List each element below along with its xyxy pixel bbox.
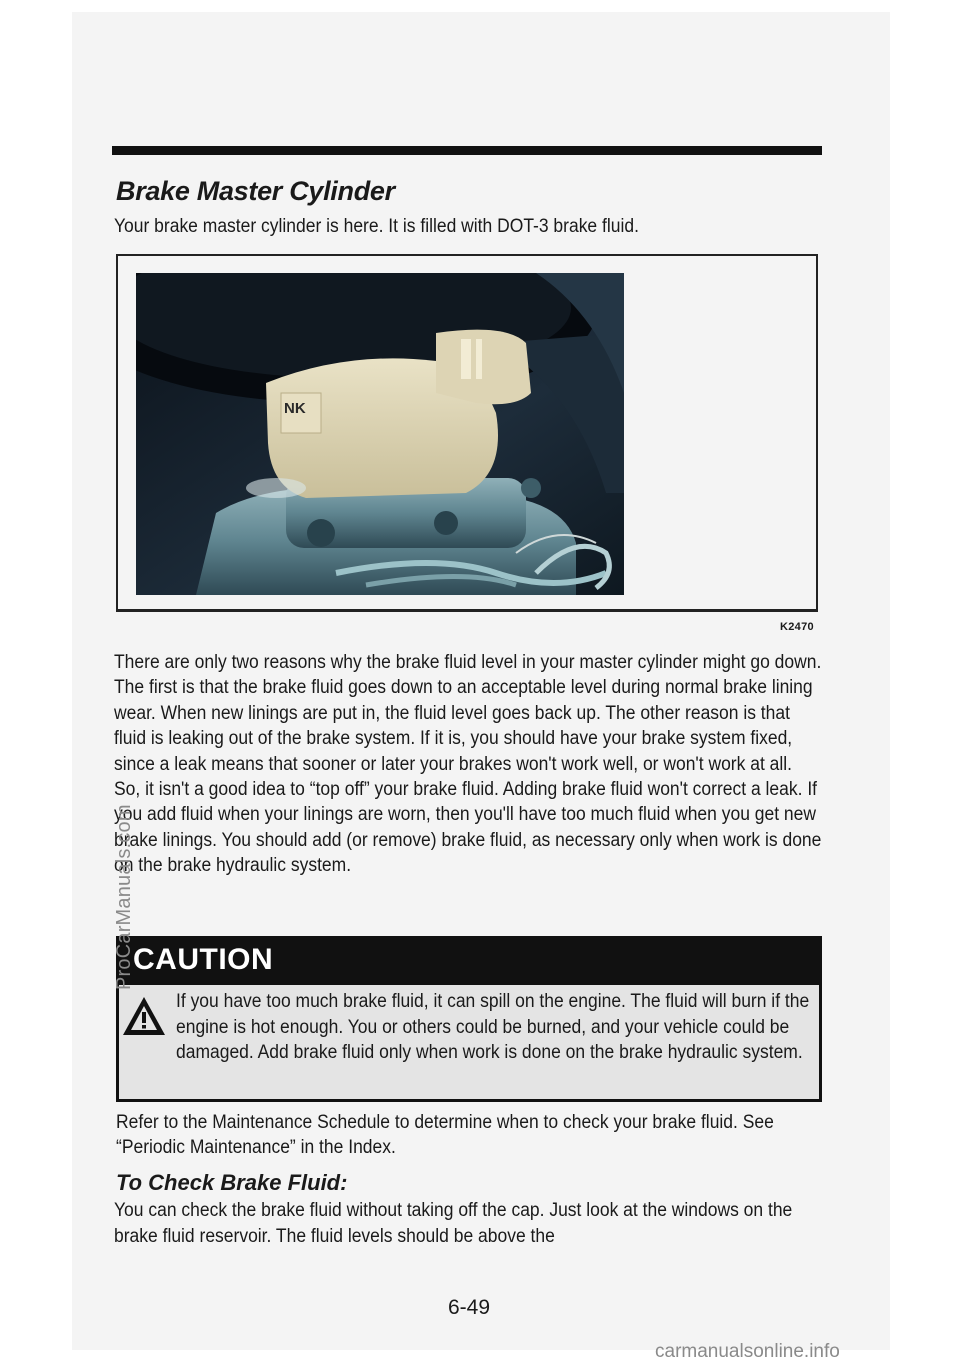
master-cylinder-photo <box>136 273 624 595</box>
intro-text: Your brake master cylinder is here. It is filled with DOT-3 brake fluid. <box>114 216 639 237</box>
reservoir-label: NK <box>284 400 306 417</box>
caution-text: If you have too much brake fluid, it can spill on the engine. The fluid will burn if the engine is hot enough. You or others could be burned, and your vehicle could be damaged. Add brake fluid only when work is done on the brake hydraulic system. <box>176 991 810 1063</box>
bottom-watermark: carmanualsonline.info <box>655 1341 840 1362</box>
check-fluid-heading: To Check Brake Fluid: <box>116 1170 348 1195</box>
page-number: 6-49 <box>448 1296 491 1319</box>
top-rule <box>112 146 822 155</box>
section-title: Brake Master Cylinder <box>116 176 395 206</box>
side-watermark: ProCarManuals.com <box>113 804 135 990</box>
check-fluid-text: You can check the brake fluid without taking off the cap. Just look at the windows on the brake fluid reservoir. The fluid levels should be above the <box>114 1200 793 1247</box>
caution-box <box>116 936 822 1102</box>
figure-frame <box>116 254 818 612</box>
maintenance-reference-text: Refer to the Maintenance Schedule to determine when to check your brake fluid. See “Periodic Maintenance” in the Index. <box>116 1112 774 1158</box>
caution-label: CAUTION <box>133 943 274 976</box>
warning-triangle-icon <box>121 995 167 1037</box>
body-paragraph: There are only two reasons why the brake fluid level in your master cylinder might go down. The first is that the brake fluid goes down to an acceptable level during normal brake lining wear. When new linings are put in, the fluid level goes back up. The other reason is that fluid is leaking out of the brake system. If it is, you should have your brake system fixed, since a leak means that sooner or later your brakes won't work well, or won't work at all. So, it isn't a good idea to “top off” your brake fluid. Adding brake fluid won't correct a leak. If you add fluid when your linings are worn, then you'll have too much fluid when you get new brake linings. You should add (or remove) brake fluid, as necessary only when work is done on the brake hydraulic system. <box>114 652 822 877</box>
caution-header <box>119 939 819 985</box>
figure-code: K2470 <box>780 621 814 633</box>
